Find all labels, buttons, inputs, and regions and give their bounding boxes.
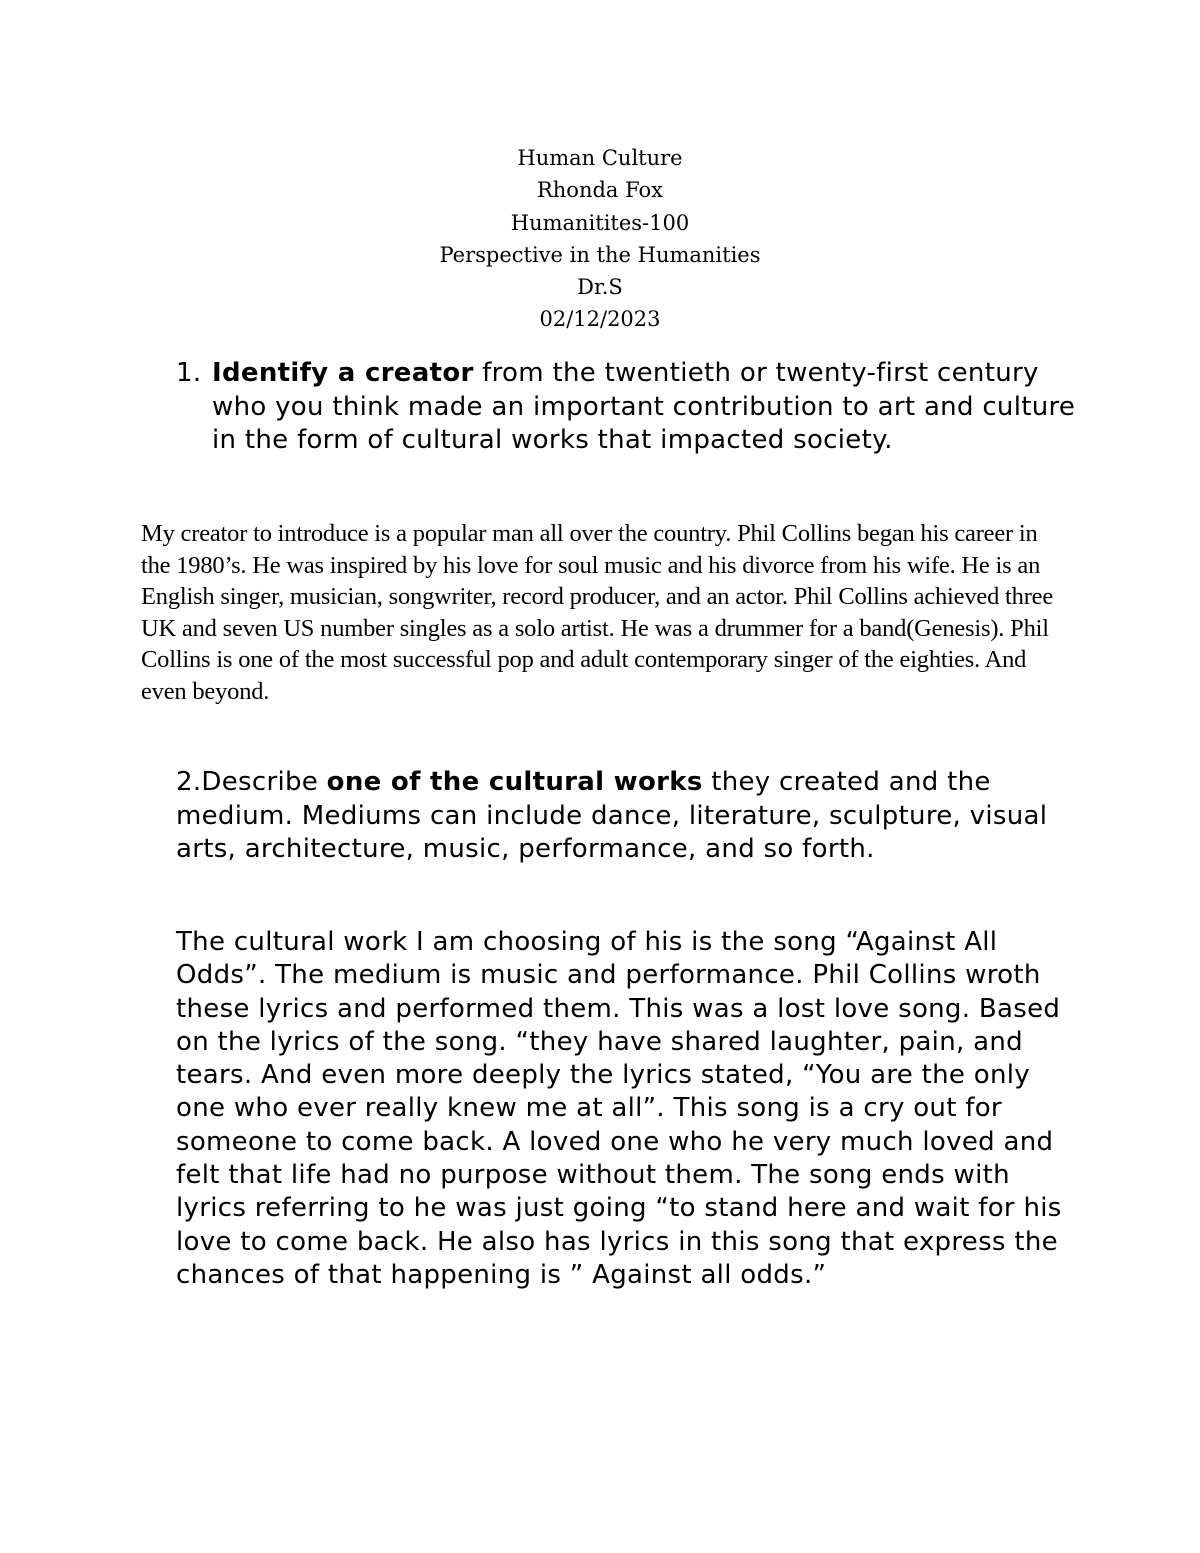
author-name: Rhonda Fox: [536, 178, 664, 203]
question-2-text: they created and the medium. Mediums can include dance, literature, sculpture, visual arts, architecture, music, performance, and so forth.: [176, 767, 1048, 864]
document-title: Human Culture: [517, 146, 683, 170]
document-date: 02/12/2023: [539, 307, 661, 332]
title-block: [0, 142, 1200, 336]
question-1-bold: Identify a creator: [212, 358, 474, 388]
question-2-bold: one of the cultural works: [326, 767, 703, 797]
question-1-text: from the twentieth or twenty-first century who you think made an important contribution to art and culture in the form of cultural works that impacted society.: [212, 358, 1076, 455]
course-name: Perspective in the Humanities: [439, 242, 761, 267]
answer-2: The cultural work I am choosing of his is the song “Against All Odds”. The medium is music and performance. Phil Collins wroth these lyrics and performed them. This was a lost love song. Based on the lyrics of the song. “they have shared laughter, pain, and tears. And even more deeply the lyrics stated, “You are the only one who ever really knew me at all”. This song is a cry out for someone to come back. A loved one who he very much loved and felt that life had no purpose without them. The song ends with lyrics referring to he was just going “to stand here and wait for his love to come back. He also has lyrics in this song that express the chances of that happening is ” Against all odds.”: [176, 927, 1062, 1290]
question-1: [176, 357, 1076, 458]
instructor-name: Dr.S: [577, 275, 623, 300]
course-code: Humanitites-100: [510, 210, 690, 235]
question-2: [176, 766, 1076, 867]
question-1-number: 1.: [176, 358, 202, 388]
answer-1: My creator to introduce is a popular man all over the country. Phil Collins began his career in the 1980’s. He was inspired by his love for soul music and his divorce from his wife. He is an English singer, musician, songwriter, record producer, and an actor. Phil Collins achieved three UK and seven US number singles as a solo artist. He was a drummer for a band(Genesis). Phil Collins is one of the most successful pop and adult contemporary singer of the eighties. And even beyond.: [141, 520, 1054, 705]
question-1-body: [212, 357, 1076, 458]
question-2-prefix: 2.Describe: [176, 767, 327, 797]
